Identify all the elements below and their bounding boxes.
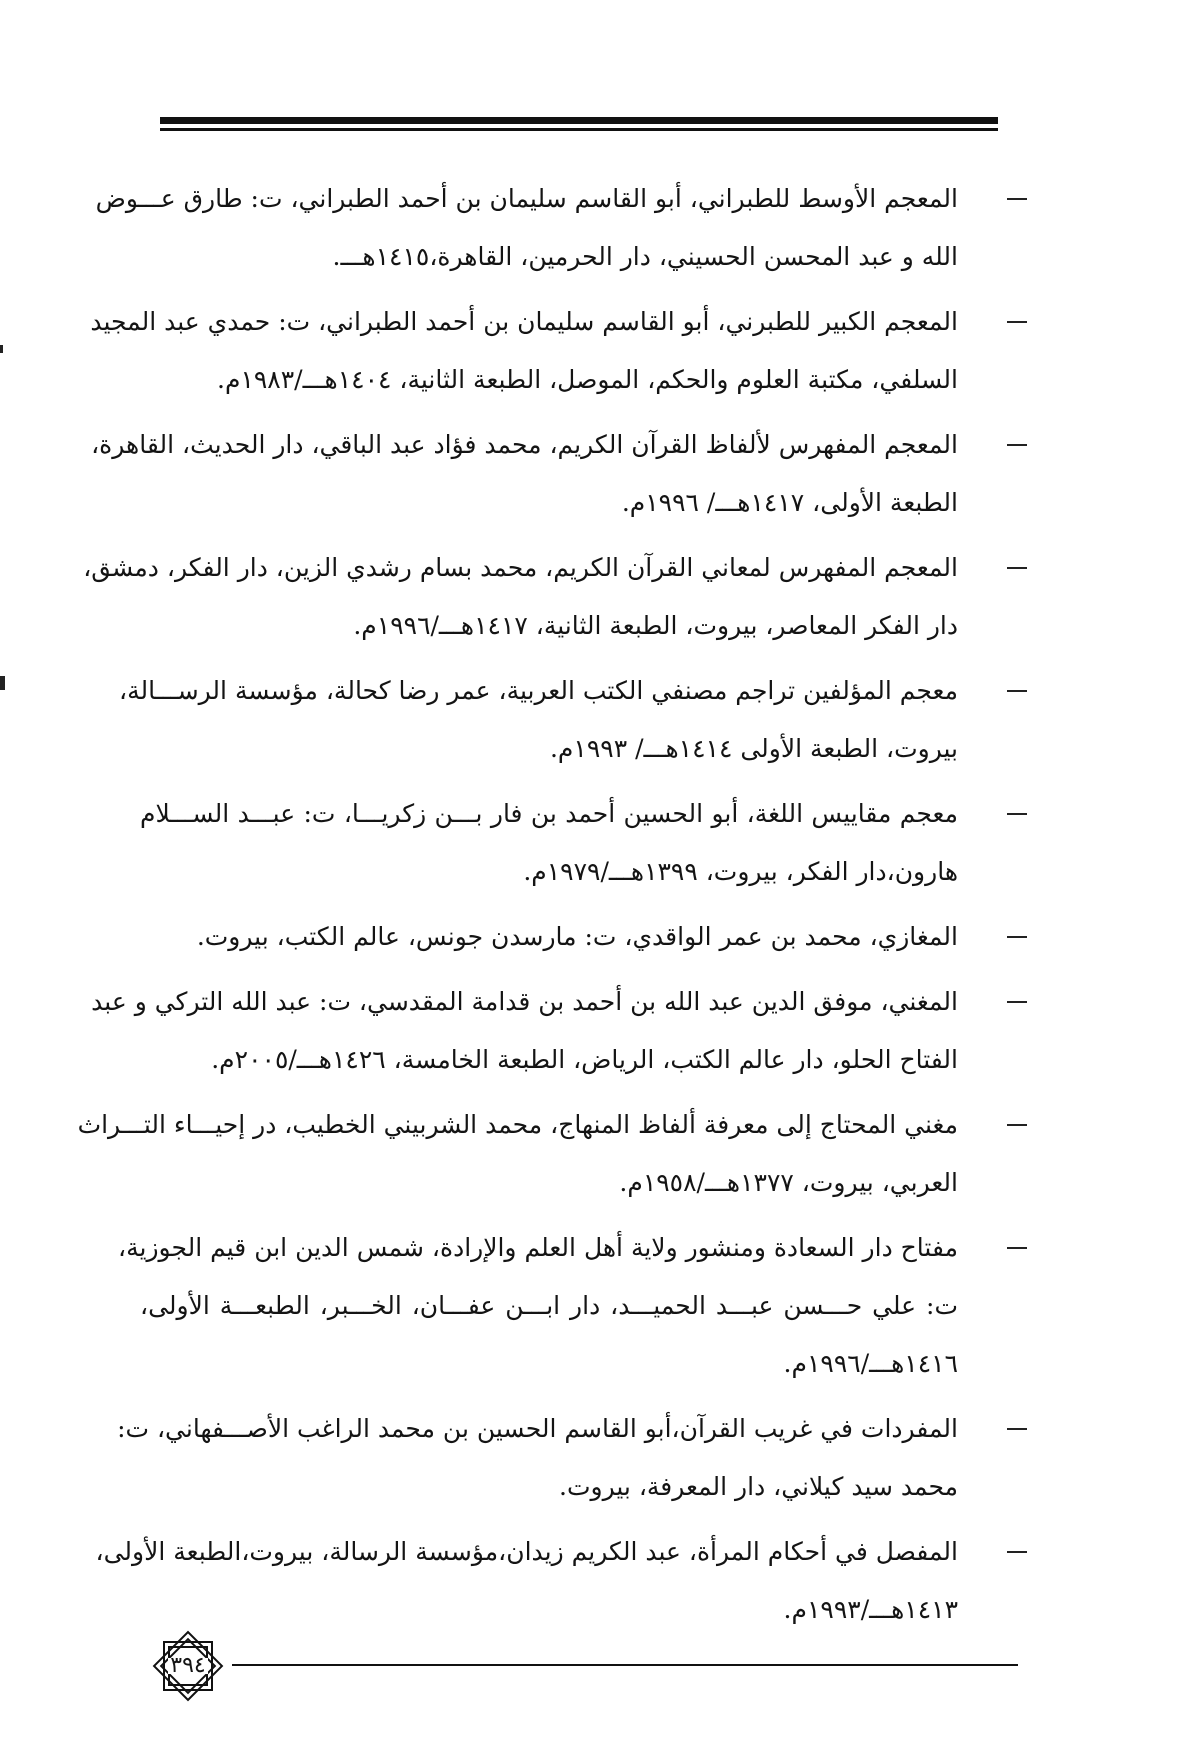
entry-line: الفتاح الحلو، دار عالم الكتب، الرياض، الطبعة الخامسة، ١٤٢٦هـــ/٢٠٠٥م. — [211, 1045, 958, 1074]
entry-line: محمد سيد كيلاني، دار المعرفة، بيروت. — [559, 1472, 958, 1501]
bibliography-list — [77, 170, 1040, 1646]
bibliography-entry — [83, 539, 1040, 655]
page-number-ornament — [142, 1620, 234, 1712]
entry-line: السلفي، مكتبة العلوم والحكم، الموصل، الطبعة الثانية، ١٤٠٤هـــ/١٩٨٣م. — [217, 365, 958, 394]
dash-bullet-icon — [1006, 416, 1028, 472]
bibliography-entry — [90, 293, 1040, 409]
entry-line: الله و عبد المحسن الحسيني، دار الحرمين، القاهرة،١٤١٥هـــ. — [332, 242, 958, 271]
footer-rule — [232, 1664, 1018, 1666]
bibliography-entry — [140, 908, 1040, 966]
dash-bullet-icon — [1006, 539, 1028, 595]
entry-line: العربي، بيروت، ١٣٧٧هـــ/١٩٥٨م. — [619, 1168, 958, 1197]
header-double-rule — [160, 117, 998, 134]
entry-line: معجم مقاييس اللغة، أبو الحسين أحمد بن فار بـــن زكريـــا، ت: عبـــد الســـلام — [140, 799, 958, 828]
entry-line: ١٤١٦هـــ/١٩٩٦م. — [783, 1349, 958, 1378]
bibliography-entry — [95, 170, 1040, 286]
entry-line: بيروت، الطبعة الأولى ١٤١٤هـــ/ ١٩٩٣م. — [549, 734, 958, 763]
entry-line: مفتاح دار السعادة ومنشور ولاية أهل العلم والإرادة، شمس الدين ابن قيم الجوزية، — [118, 1233, 958, 1262]
scan-edge-mark — [0, 676, 5, 690]
entry-line: ت: علي حـــسن عبـــد الحميـــد، دار ابـــن عفـــان، الخـــبر، الطبعـــة الأولى، — [140, 1291, 958, 1320]
page-number: ٣٩٤ — [170, 1653, 206, 1678]
bibliography-entry — [95, 1523, 1040, 1639]
entry-line: المعجم المفهرس لألفاظ القرآن الكريم، محمد فؤاد عبد الباقي، دار الحديث، القاهرة، — [91, 430, 958, 459]
entry-line: معجم المؤلفين تراجم مصنفي الكتب العربية، عمر رضا كحالة، مؤسسة الرســـالة، — [119, 676, 958, 705]
dash-bullet-icon — [1006, 293, 1028, 349]
entry-line: المعجم الأوسط للطبراني، أبو القاسم سليمان بن أحمد الطبراني، ت: طارق عـــوض — [95, 184, 958, 213]
dash-bullet-icon — [1006, 1096, 1028, 1152]
entry-line: المعجم الكبير للطبرني، أبو القاسم سليمان بن أحمد الطبراني، ت: حمدي عبد المجيد — [90, 307, 958, 336]
bibliography-entry — [140, 785, 1040, 901]
dash-bullet-icon — [1006, 662, 1028, 718]
entry-line: المغني، موفق الدين عبد الله بن أحمد بن قدامة المقدسي، ت: عبد الله التركي و عبد — [91, 987, 958, 1016]
entry-line: المفصل في أحكام المرأة، عبد الكريم زيدان،مؤسسة الرسالة، بيروت،الطبعة الأولى، — [95, 1537, 958, 1566]
dash-bullet-icon — [1006, 1523, 1028, 1579]
bibliography-entry — [91, 416, 1040, 532]
dash-bullet-icon — [1006, 170, 1028, 226]
entry-line: مغني المحتاج إلى معرفة ألفاظ المنهاج، محمد الشربيني الخطيب، در إحيـــاء التـــراث — [77, 1110, 958, 1139]
dash-bullet-icon — [1006, 785, 1028, 841]
bibliography-entry — [77, 1096, 1040, 1212]
entry-line: ١٤١٣هـــ/١٩٩٣م. — [783, 1595, 958, 1624]
entry-line: المفردات في غريب القرآن،أبو القاسم الحسين بن محمد الراغب الأصـــفهاني، ت: — [117, 1414, 958, 1443]
bibliography-entry — [118, 1219, 1040, 1393]
entry-line: هارون،دار الفكر، بيروت، ١٣٩٩هـــ/١٩٧٩م. — [523, 857, 958, 886]
dash-bullet-icon — [1006, 973, 1028, 1029]
entry-line: الطبعة الأولى، ١٤١٧هـــ/ ١٩٩٦م. — [621, 488, 958, 517]
entry-line: المغازي، محمد بن عمر الواقدي، ت: مارسدن جونس، عالم الكتب، بيروت. — [196, 922, 958, 951]
entry-line: دار الفكر المعاصر، بيروت، الطبعة الثانية، ١٤١٧هـــ/١٩٩٦م. — [353, 611, 958, 640]
dash-bullet-icon — [1006, 1219, 1028, 1275]
bibliography-entry — [119, 662, 1040, 778]
bibliography-entry — [91, 973, 1040, 1089]
scan-edge-mark — [0, 345, 3, 353]
header-rule-thick — [160, 117, 998, 124]
entry-line: المعجم المفهرس لمعاني القرآن الكريم، محمد بسام رشدي الزين، دار الفكر، دمشق، — [83, 553, 958, 582]
dash-bullet-icon — [1006, 1400, 1028, 1456]
bibliography-entry — [117, 1400, 1040, 1516]
header-rule-thin — [160, 128, 998, 131]
dash-bullet-icon — [1006, 908, 1028, 964]
